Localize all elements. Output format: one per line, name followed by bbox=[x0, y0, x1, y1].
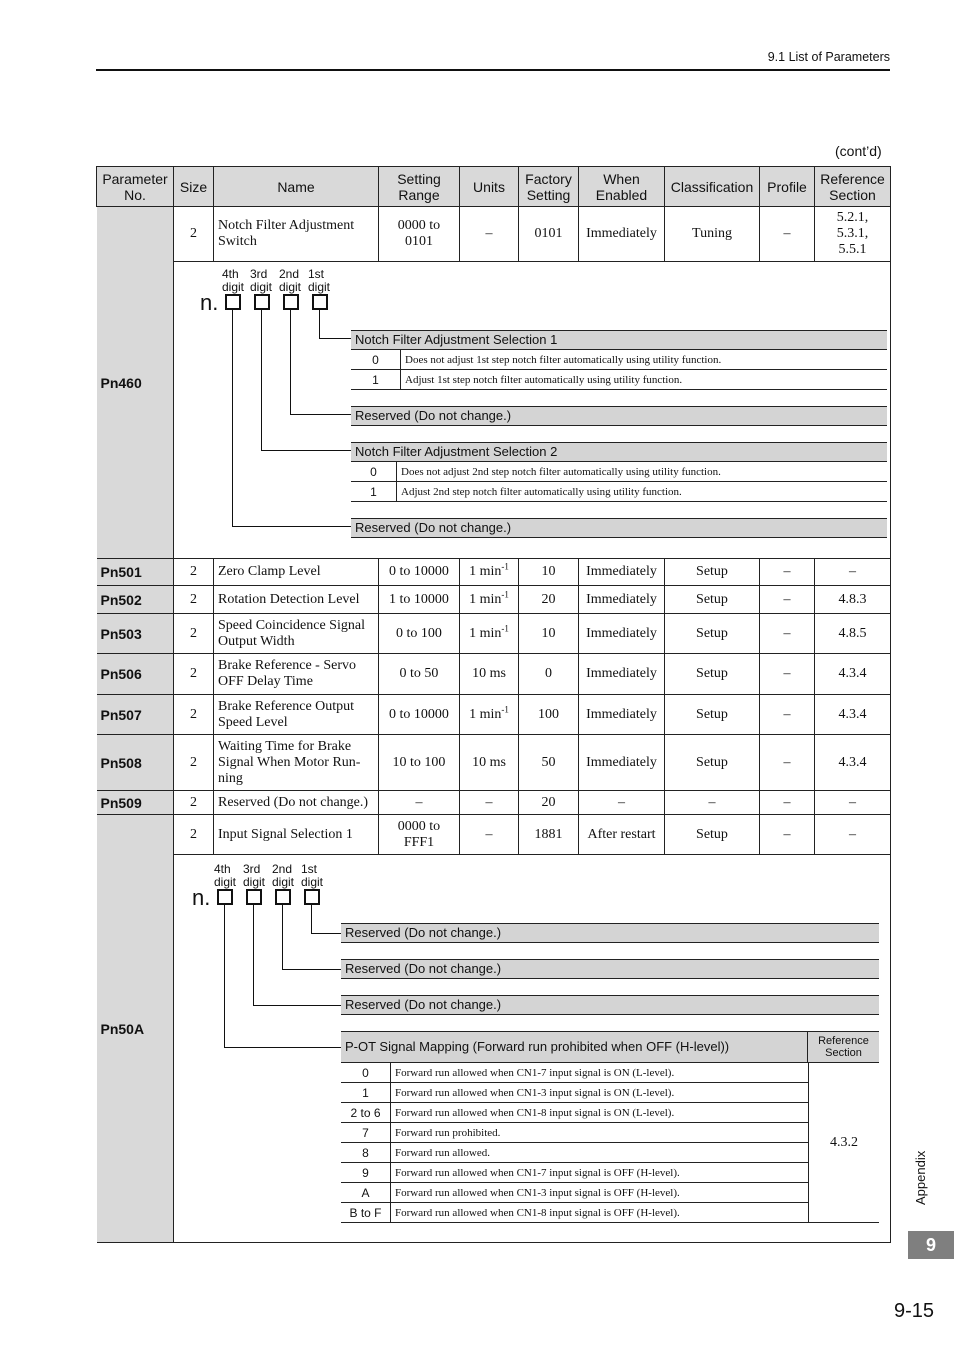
digit3-title: Reserved (Do not change.) bbox=[341, 995, 879, 1015]
class-cell: Setup bbox=[665, 559, 760, 586]
units-cell bbox=[460, 791, 519, 815]
range-cell: 0 to 50 bbox=[379, 654, 460, 695]
when-cell: Immediately bbox=[579, 695, 665, 735]
name-cell: Notch Filter Adjustment Switch bbox=[214, 207, 379, 262]
option-desc: Adjust 2nd step notch filter automatically using utility function. bbox=[401, 485, 682, 498]
option-row bbox=[341, 1123, 808, 1143]
contd-label: (cont’d) bbox=[835, 143, 882, 159]
range-cell: 0 to 10000 bbox=[379, 695, 460, 735]
profile-cell: – bbox=[760, 207, 815, 262]
range-cell: 10 to 100 bbox=[379, 735, 460, 791]
option-desc: Forward run allowed when CN1-8 input signal is ON (L-level). bbox=[395, 1106, 675, 1119]
option-value: 1 bbox=[351, 370, 401, 389]
digit-diagram-pn50a bbox=[174, 855, 891, 1243]
units-text: 1 min bbox=[469, 625, 502, 641]
name-cell: Zero Clamp Level bbox=[214, 559, 379, 586]
connector-1st bbox=[319, 310, 320, 338]
size-cell: 2 bbox=[174, 791, 214, 815]
units-text: 10 ms bbox=[472, 754, 506, 770]
profile-cell: – bbox=[760, 815, 815, 855]
name-cell: Brake Reference - Servo OFF Delay Time bbox=[214, 654, 379, 695]
option-row bbox=[351, 350, 887, 370]
header-rule bbox=[96, 69, 890, 71]
size-cell: 2 bbox=[174, 559, 214, 586]
class-cell: – bbox=[665, 791, 760, 815]
option-value: 7 bbox=[341, 1123, 391, 1142]
units-sup: -1 bbox=[501, 561, 509, 572]
units-text: 1 min bbox=[469, 706, 502, 722]
option-value: 0 bbox=[341, 1063, 391, 1082]
option-desc: Forward run allowed when CN1-8 input signal is OFF (H-level). bbox=[395, 1206, 680, 1219]
parameter-number: Pn503 bbox=[97, 614, 174, 654]
option-value: 9 bbox=[341, 1163, 391, 1182]
digit-box-1st bbox=[304, 889, 320, 905]
table-row bbox=[97, 695, 891, 735]
name-cell: Waiting Time for Brake Signal When Motor Run-ning bbox=[214, 735, 379, 791]
class-cell: Setup bbox=[665, 586, 760, 614]
connector-h bbox=[319, 338, 351, 339]
when-cell: Immediately bbox=[579, 559, 665, 586]
profile-cell: – bbox=[760, 559, 815, 586]
parameter-table bbox=[96, 166, 891, 1243]
digit-box-4th bbox=[217, 889, 233, 905]
option-row bbox=[341, 1103, 808, 1123]
ref-cell: 4.3.4 bbox=[815, 735, 891, 791]
page-number: 9-15 bbox=[894, 1300, 935, 1322]
digit-label-3rd: 3rd digit bbox=[243, 862, 266, 889]
units-text: 1 min bbox=[469, 591, 502, 607]
factory-cell: 0 bbox=[519, 654, 579, 695]
digit-box-1st bbox=[312, 294, 328, 310]
connector-h bbox=[290, 414, 351, 415]
option-row bbox=[351, 370, 887, 390]
connector-h bbox=[261, 450, 351, 451]
option-row bbox=[341, 1203, 808, 1223]
section-title: 9.1 List of Parameters bbox=[767, 50, 890, 64]
connector-h bbox=[232, 526, 351, 527]
option-row bbox=[341, 1163, 808, 1183]
option-value: B to F bbox=[341, 1203, 391, 1222]
units-cell bbox=[460, 735, 519, 791]
range-cell: 0 to 10000 bbox=[379, 559, 460, 586]
size-cell: 2 bbox=[174, 695, 214, 735]
connector-4th bbox=[224, 905, 225, 1047]
name-cell: Speed Coincidence Signal Output Width bbox=[214, 614, 379, 654]
class-cell: Setup bbox=[665, 735, 760, 791]
connector-h bbox=[311, 933, 341, 934]
option-desc: Does not adjust 2nd step notch filter automatically using utility function. bbox=[401, 465, 721, 478]
digit3-title: Notch Filter Adjustment Selection 2 bbox=[351, 442, 887, 462]
digit1-title: Reserved (Do not change.) bbox=[341, 923, 879, 943]
digit-box-3rd bbox=[246, 889, 262, 905]
parameter-number: Pn507 bbox=[97, 695, 174, 735]
parameter-number: Pn502 bbox=[97, 586, 174, 614]
factory-cell: 20 bbox=[519, 791, 579, 815]
option-value: 8 bbox=[341, 1143, 391, 1162]
table-row bbox=[97, 815, 891, 855]
digit-label-2nd: 2nd digit bbox=[279, 267, 302, 294]
units-cell bbox=[460, 654, 519, 695]
column-header: Reference Section bbox=[815, 167, 891, 207]
class-cell: Setup bbox=[665, 654, 760, 695]
option-row bbox=[341, 1183, 808, 1203]
ref-cell: 4.3.4 bbox=[815, 654, 891, 695]
when-cell: After restart bbox=[579, 815, 665, 855]
table-row bbox=[97, 614, 891, 654]
digit-label-1st: 1st digit bbox=[301, 862, 324, 889]
option-desc: Forward run allowed when CN1-3 input signal is OFF (H-level). bbox=[395, 1186, 680, 1199]
option-value: 1 bbox=[341, 1083, 391, 1102]
connector-h bbox=[282, 969, 341, 970]
table-row bbox=[97, 791, 891, 815]
profile-cell: – bbox=[760, 654, 815, 695]
units-text: – bbox=[485, 794, 493, 810]
option-value: 0 bbox=[351, 350, 401, 369]
factory-cell: 100 bbox=[519, 695, 579, 735]
option-row bbox=[351, 462, 887, 482]
when-cell: Immediately bbox=[579, 654, 665, 695]
profile-cell: – bbox=[760, 735, 815, 791]
size-cell: 2 bbox=[174, 207, 214, 262]
connector-2nd bbox=[282, 905, 283, 969]
parameter-number: Pn50A bbox=[97, 815, 174, 1243]
units-cell bbox=[460, 695, 519, 735]
option-desc: Adjust 1st step notch filter automatically using utility function. bbox=[405, 373, 683, 386]
when-cell: Immediately bbox=[579, 586, 665, 614]
option-value: 1 bbox=[351, 482, 397, 501]
ref-cell: – bbox=[815, 559, 891, 586]
connector-h bbox=[224, 1047, 341, 1048]
connector-3rd bbox=[253, 905, 254, 1005]
when-cell: Immediately bbox=[579, 735, 665, 791]
option-value: A bbox=[341, 1183, 391, 1202]
size-cell: 2 bbox=[174, 614, 214, 654]
digit1-title: Notch Filter Adjustment Selection 1 bbox=[351, 330, 887, 350]
column-header: Units bbox=[460, 167, 519, 207]
range-cell: – bbox=[379, 791, 460, 815]
when-cell: Immediately bbox=[579, 207, 665, 262]
class-cell: Tuning bbox=[665, 207, 760, 262]
option-desc: Forward run allowed when CN1-7 input signal is ON (L-level). bbox=[395, 1066, 675, 1079]
size-cell: 2 bbox=[174, 654, 214, 695]
ref-cell: – bbox=[815, 791, 891, 815]
column-header: Parameter No. bbox=[97, 167, 174, 207]
parameter-number: Pn508 bbox=[97, 735, 174, 791]
parameter-number: Pn506 bbox=[97, 654, 174, 695]
n-prefix: n. bbox=[192, 885, 211, 910]
ref-cell: 4.3.4 bbox=[815, 695, 891, 735]
digit-label-1st: 1st digit bbox=[308, 267, 331, 294]
ref-cell: – bbox=[815, 815, 891, 855]
parameter-number: Pn460 bbox=[97, 207, 174, 559]
size-cell: 2 bbox=[174, 735, 214, 791]
option-row bbox=[341, 1083, 808, 1103]
ref-cell: 4.8.3 bbox=[815, 586, 891, 614]
digit-label-4th: 4th digit bbox=[222, 267, 245, 294]
option-row bbox=[341, 1063, 808, 1083]
name-cell: Brake Reference Output Speed Level bbox=[214, 695, 379, 735]
table-header-row bbox=[97, 167, 891, 207]
units-text: 1 min bbox=[469, 564, 502, 579]
units-cell: – bbox=[460, 815, 519, 855]
column-header: Setting Range bbox=[379, 167, 460, 207]
class-cell: Setup bbox=[665, 815, 760, 855]
digit-diagram-pn460 bbox=[174, 262, 891, 559]
units-sup: -1 bbox=[501, 703, 509, 714]
factory-cell: 0101 bbox=[519, 207, 579, 262]
connector-2nd bbox=[290, 310, 291, 414]
units-text: 10 ms bbox=[472, 666, 506, 681]
range-cell: 0000 to FFF1 bbox=[379, 815, 460, 855]
profile-cell: – bbox=[760, 586, 815, 614]
digit4-title: P-OT Signal Mapping (Forward run prohibited when OFF (H-level)) bbox=[341, 1031, 808, 1063]
factory-cell: 50 bbox=[519, 735, 579, 791]
units-cell: – bbox=[460, 207, 519, 262]
units-cell bbox=[460, 586, 519, 614]
units-cell bbox=[460, 559, 519, 586]
digit2-title: Reserved (Do not change.) bbox=[351, 406, 887, 426]
parameter-number: Pn509 bbox=[97, 791, 174, 815]
class-cell: Setup bbox=[665, 695, 760, 735]
factory-cell: 1881 bbox=[519, 815, 579, 855]
digit-diagram-row bbox=[97, 855, 891, 1243]
digit-box-4th bbox=[225, 294, 241, 310]
size-cell: 2 bbox=[174, 586, 214, 614]
digit-box-2nd bbox=[283, 294, 299, 310]
option-desc: Forward run allowed when CN1-3 input signal is ON (L-level). bbox=[395, 1086, 675, 1099]
n-prefix: n. bbox=[200, 290, 219, 315]
units-sup: -1 bbox=[501, 622, 509, 633]
connector-3rd bbox=[261, 310, 262, 450]
digit-label-3rd: 3rd digit bbox=[250, 267, 273, 294]
ref-cell: 4.8.5 bbox=[815, 614, 891, 654]
table-row bbox=[97, 207, 891, 262]
digit-label-2nd: 2nd digit bbox=[272, 862, 295, 889]
range-cell: 0000 to 0101 bbox=[379, 207, 460, 262]
table-row bbox=[97, 735, 891, 791]
table-row bbox=[97, 586, 891, 614]
option-desc: Forward run allowed when CN1-7 input signal is OFF (H-level). bbox=[395, 1166, 680, 1179]
class-cell: Setup bbox=[665, 614, 760, 654]
column-header: Classification bbox=[665, 167, 760, 207]
option-value: 2 to 6 bbox=[341, 1103, 391, 1122]
digit-label-4th: 4th digit bbox=[214, 862, 237, 889]
column-header: Name bbox=[214, 167, 379, 207]
factory-cell: 10 bbox=[519, 614, 579, 654]
option-row bbox=[351, 482, 887, 502]
ref-section-value: 4.3.2 bbox=[808, 1063, 879, 1223]
digit-box-3rd bbox=[254, 294, 270, 310]
column-header: Size bbox=[174, 167, 214, 207]
range-cell: 0 to 100 bbox=[379, 614, 460, 654]
option-desc: Forward run prohibited. bbox=[395, 1126, 501, 1139]
connector-4th bbox=[232, 310, 233, 526]
connector-1st bbox=[311, 905, 312, 933]
column-header: Factory Setting bbox=[519, 167, 579, 207]
factory-cell: 20 bbox=[519, 586, 579, 614]
units-cell bbox=[460, 614, 519, 654]
name-cell: Input Signal Selection 1 bbox=[214, 815, 379, 855]
option-desc: Forward run allowed. bbox=[395, 1146, 491, 1159]
profile-cell: – bbox=[760, 614, 815, 654]
parameter-number: Pn501 bbox=[97, 559, 174, 586]
units-sup: -1 bbox=[501, 588, 509, 599]
side-tab-label: Appendix bbox=[913, 1150, 928, 1205]
digit4-title: Reserved (Do not change.) bbox=[351, 518, 887, 538]
ref-cell: 5.2.1, 5.3.1, 5.5.1 bbox=[815, 207, 891, 262]
name-cell: Rotation Detection Level bbox=[214, 586, 379, 614]
factory-cell: 10 bbox=[519, 559, 579, 586]
column-header: Profile bbox=[760, 167, 815, 207]
profile-cell: – bbox=[760, 791, 815, 815]
range-cell: 1 to 10000 bbox=[379, 586, 460, 614]
connector-h bbox=[253, 1005, 341, 1006]
table-row bbox=[97, 654, 891, 695]
size-cell: 2 bbox=[174, 815, 214, 855]
chapter-tab: 9 bbox=[908, 1231, 954, 1259]
profile-cell: – bbox=[760, 695, 815, 735]
name-cell: Reserved (Do not change.) bbox=[214, 791, 379, 815]
column-header: When Enabled bbox=[579, 167, 665, 207]
table-row bbox=[97, 559, 891, 586]
digit-box-2nd bbox=[275, 889, 291, 905]
option-desc: Does not adjust 1st step notch filter automatically using utility function. bbox=[405, 353, 722, 366]
ref-section-header: Reference Section bbox=[808, 1031, 879, 1063]
digit2-title: Reserved (Do not change.) bbox=[341, 959, 879, 979]
option-row bbox=[341, 1143, 808, 1163]
when-cell: Immediately bbox=[579, 614, 665, 654]
digit-diagram-row bbox=[97, 262, 891, 559]
option-value: 0 bbox=[351, 462, 397, 481]
when-cell: – bbox=[579, 791, 665, 815]
